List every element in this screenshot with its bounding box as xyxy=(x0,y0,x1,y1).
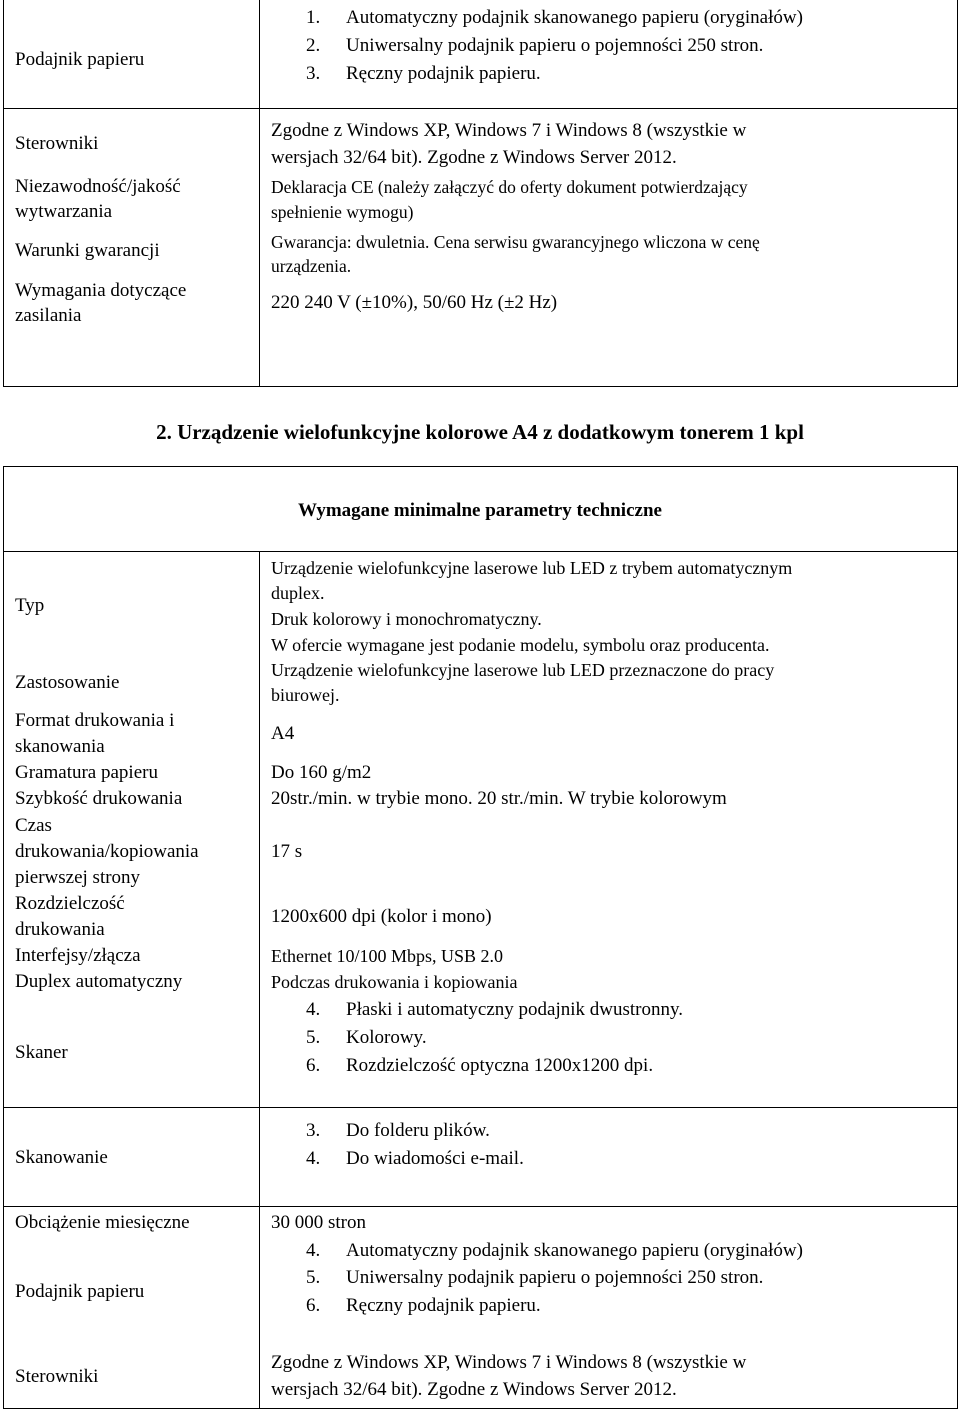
row-label-reliability: Niezawodność/jakość xyxy=(15,176,181,197)
row-label-paper-weight: Gramatura papieru xyxy=(15,762,158,783)
list-item: 6. Rozdzielczość optyczna 1200x1200 dpi. xyxy=(306,1055,654,1076)
reliability-value-line2: spełnienie wymogu) xyxy=(271,202,414,222)
row-label-power: Wymagania dotyczące xyxy=(15,280,187,301)
list-item: 3. Do folderu plików. xyxy=(306,1120,490,1141)
drivers-value-line1: Zgodne z Windows XP, Windows 7 i Windows 8 (wszystkie w xyxy=(271,120,747,141)
row-label-paper-feeder: Podajnik papieru xyxy=(15,49,145,70)
row-label-duplex: Duplex automatyczny xyxy=(15,971,183,992)
application-value-line2: biurowej. xyxy=(271,685,340,705)
list-item: 4. Automatyczny podajnik skanowanego papieru (oryginałów) xyxy=(306,1240,803,1261)
list-item: 1. Automatyczny podajnik skanowanego papieru (oryginałów) xyxy=(306,7,803,28)
list-item: 5. Uniwersalny podajnik papieru o pojemności 250 stron. xyxy=(306,1267,764,1288)
first-page-time-value: 17 s xyxy=(271,841,303,862)
row-label-monthly-load: Obciążenie miesięczne xyxy=(15,1212,190,1233)
drivers-value-line2: wersjach 32/64 bit). Zgodne z Windows Server 2012. xyxy=(271,147,677,168)
row-label-application: Zastosowanie xyxy=(15,672,120,693)
warranty-value-line2: urządzenia. xyxy=(271,256,352,276)
type-value-line1: Urządzenie wielofunkcyjne laserowe lub LED z trybem automatycznym xyxy=(271,558,793,578)
row-label-type: Typ xyxy=(15,595,45,616)
list-item: 5. Kolorowy. xyxy=(306,1027,427,1048)
drivers-value-line2: wersjach 32/64 bit). Zgodne z Windows Server 2012. xyxy=(271,1379,677,1400)
row-label-paper-feeder: Podajnik papieru xyxy=(15,1281,145,1302)
row-label-scanning: Skanowanie xyxy=(15,1147,108,1168)
row-label-interfaces: Interfejsy/złącza xyxy=(15,945,141,966)
resolution-value: 1200x600 dpi (kolor i mono) xyxy=(271,906,492,927)
type-value-line3: Druk kolorowy i monochromatyczny. xyxy=(271,609,542,629)
row-label-first-page-time-line3: pierwszej strony xyxy=(15,867,141,888)
reliability-value-line1: Deklaracja CE (należy załączyć do oferty dokument potwierdzający xyxy=(271,177,748,197)
row-label-first-page-time-line2: drukowania/kopiowania xyxy=(15,841,199,862)
list-item: 3. Ręczny podajnik papieru. xyxy=(306,63,541,84)
table-header: Wymagane minimalne parametry techniczne xyxy=(298,500,662,521)
paper-weight-value: Do 160 g/m2 xyxy=(271,762,372,783)
row-label-scanner: Skaner xyxy=(15,1042,68,1063)
monthly-load-value: 30 000 stron xyxy=(271,1212,366,1233)
row-label-reliability-line2: wytwarzania xyxy=(15,201,113,222)
section-title: 2. Urządzenie wielofunkcyjne kolorowe A4 z dodatkowym tonerem 1 kpl xyxy=(156,420,804,444)
type-value-line2: duplex. xyxy=(271,583,325,603)
row-label-resolution-line2: drukowania xyxy=(15,919,105,940)
list-item: 6. Ręczny podajnik papieru. xyxy=(306,1295,541,1316)
list-item: 4. Płaski i automatyczny podajnik dwustronny. xyxy=(306,999,684,1020)
row-label-drivers: Sterowniki xyxy=(15,1366,99,1387)
interfaces-value: Ethernet 10/100 Mbps, USB 2.0 xyxy=(271,946,503,966)
print-speed-value: 20str./min. w trybie mono. 20 str./min. W trybie kolorowym xyxy=(271,788,727,809)
drivers-value-line1: Zgodne z Windows XP, Windows 7 i Windows 8 (wszystkie w xyxy=(271,1352,747,1373)
row-label-power-line2: zasilania xyxy=(15,305,82,326)
list-item: 4. Do wiadomości e-mail. xyxy=(306,1148,524,1169)
row-label-first-page-time: Czas xyxy=(15,815,52,836)
row-label-format: Format drukowania i xyxy=(15,710,175,731)
type-value-line4: W ofercie wymagane jest podanie modelu, symbolu oraz producenta. xyxy=(271,635,770,655)
row-label-resolution: Rozdzielczość xyxy=(15,893,125,914)
row-label-warranty: Warunki gwarancji xyxy=(15,240,160,261)
format-value: A4 xyxy=(271,723,295,744)
row-label-format-line2: skanowania xyxy=(15,736,105,757)
row-label-drivers: Sterowniki xyxy=(15,133,99,154)
duplex-value: Podczas drukowania i kopiowania xyxy=(271,972,518,992)
application-value-line1: Urządzenie wielofunkcyjne laserowe lub LED przeznaczone do pracy xyxy=(271,660,775,680)
row-label-print-speed: Szybkość drukowania xyxy=(15,788,183,809)
power-value: 220 240 V (±10%), 50/60 Hz (±2 Hz) xyxy=(271,292,558,313)
warranty-value-line1: Gwarancja: dwuletnia. Cena serwisu gwarancyjnego wliczona w cenę xyxy=(271,232,760,252)
list-item: 2. Uniwersalny podajnik papieru o pojemności 250 stron. xyxy=(306,35,764,56)
